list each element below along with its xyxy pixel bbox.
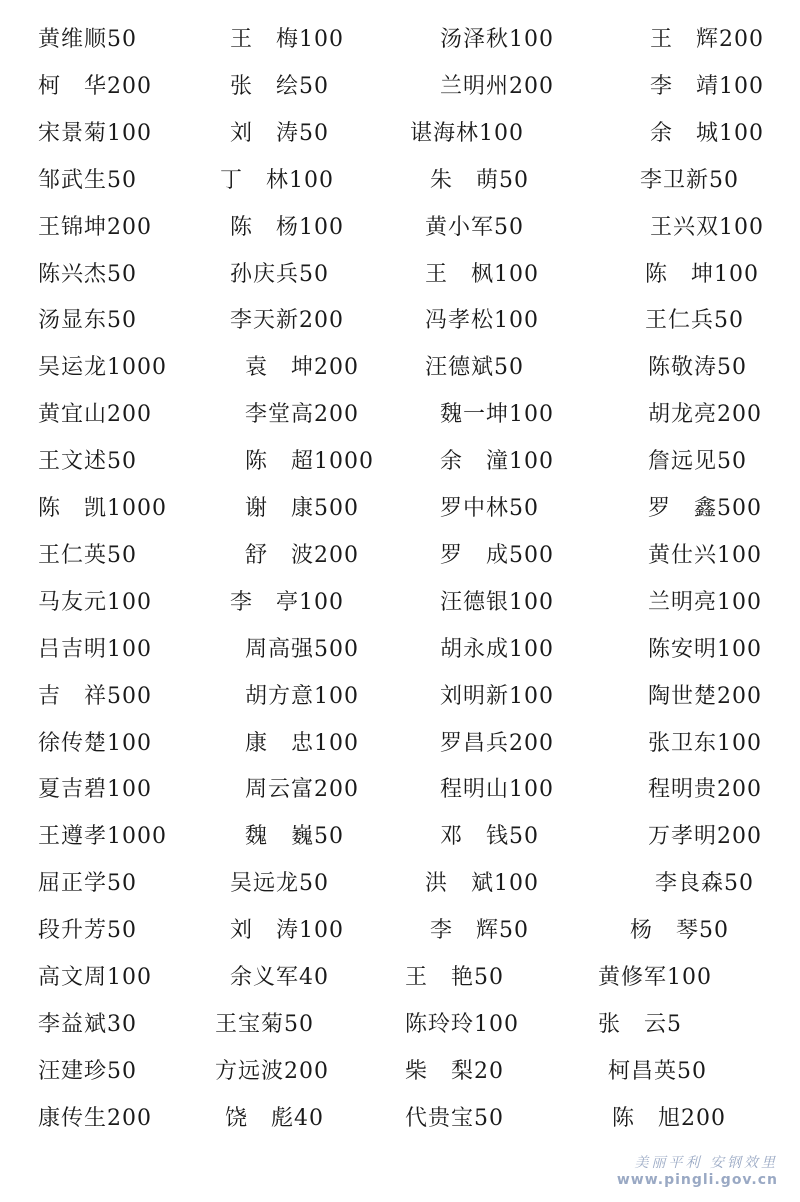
donor-entry: 余 潼100 xyxy=(440,449,554,475)
donor-entry: 柯昌英50 xyxy=(608,1058,707,1084)
donor-row xyxy=(0,677,800,717)
donor-entry: 邓 钱50 xyxy=(440,824,539,850)
donor-entry: 胡永成100 xyxy=(440,636,554,662)
donor-entry: 黄宜山200 xyxy=(38,402,152,428)
donor-row xyxy=(0,770,800,810)
donor-entry: 陈玲玲100 xyxy=(405,1011,519,1037)
donor-entry: 黄仕兴100 xyxy=(648,542,762,568)
donor-entry: 汤泽秋100 xyxy=(440,27,554,52)
donor-entry: 李 靖100 xyxy=(650,73,764,99)
donor-entry: 康 忠100 xyxy=(245,730,359,756)
donor-entry: 汪德银100 xyxy=(440,589,554,615)
donor-entry: 罗 成500 xyxy=(440,542,554,568)
donor-row xyxy=(0,864,800,904)
donor-entry: 罗中林50 xyxy=(440,496,539,521)
donor-row xyxy=(0,1005,800,1045)
donor-entry: 王遵孝1000 xyxy=(38,824,167,850)
donor-entry: 汤显东50 xyxy=(38,308,137,334)
donor-entry: 罗 鑫500 xyxy=(648,496,762,521)
donor-entry: 高文周100 xyxy=(38,965,152,990)
donor-entry: 柯 华200 xyxy=(38,73,152,99)
donor-entry: 王文述50 xyxy=(38,449,137,475)
donor-entry: 王兴双100 xyxy=(650,214,764,240)
donor-entry: 袁 坤200 xyxy=(245,355,359,381)
donor-entry: 胡方意100 xyxy=(245,683,359,709)
donor-row xyxy=(0,489,800,529)
donor-entry: 陈 超1000 xyxy=(245,449,374,475)
donor-row xyxy=(0,724,800,764)
donor-entry: 黄小军50 xyxy=(425,214,524,240)
donor-entry: 李 亭100 xyxy=(230,589,344,615)
donor-row xyxy=(0,161,800,201)
donor-entry: 程明贵200 xyxy=(648,777,762,803)
donor-entry: 李卫新50 xyxy=(640,167,739,193)
donor-entry: 洪 斌100 xyxy=(425,871,539,897)
donor-entry: 王 枫100 xyxy=(425,261,539,287)
donor-entry: 魏一坤100 xyxy=(440,402,554,428)
donor-entry: 王仁兵50 xyxy=(645,308,744,334)
donor-entry: 刘 涛100 xyxy=(230,918,344,944)
donor-entry: 陈兴杰50 xyxy=(38,261,137,287)
donor-entry: 周高强500 xyxy=(245,636,359,662)
donor-entry: 谢 康500 xyxy=(245,496,359,521)
donor-entry: 黄维顺50 xyxy=(38,27,137,52)
donor-entry: 余 城100 xyxy=(650,120,764,146)
donor-entry: 罗昌兵200 xyxy=(440,730,554,756)
donor-entry: 余义军40 xyxy=(230,965,329,990)
donor-entry: 屈正学50 xyxy=(38,871,137,897)
donor-entry: 夏吉碧100 xyxy=(38,777,152,803)
donor-row xyxy=(0,114,800,154)
donor-entry: 万孝明200 xyxy=(648,824,762,850)
donor-entry: 陈 凯1000 xyxy=(38,496,167,521)
donor-entry: 汪德斌50 xyxy=(425,355,524,381)
donor-entry: 饶 彪40 xyxy=(225,1105,324,1131)
donor-entry: 胡龙亮200 xyxy=(648,402,762,428)
donor-entry: 陈 杨100 xyxy=(230,214,344,240)
donor-entry: 孙庆兵50 xyxy=(230,261,329,287)
donor-row xyxy=(0,67,800,107)
donor-entry: 王 艳50 xyxy=(405,965,504,990)
donor-entry: 李堂高200 xyxy=(245,402,359,428)
donor-entry: 王锦坤200 xyxy=(38,214,152,240)
donor-entry: 陶世楚200 xyxy=(648,683,762,709)
donor-entry: 柴 梨20 xyxy=(405,1058,504,1084)
donor-entry: 王仁英50 xyxy=(38,542,137,568)
donor-entry: 吉 祥500 xyxy=(38,683,152,709)
donor-entry: 代贵宝50 xyxy=(405,1105,504,1131)
donor-row xyxy=(0,630,800,670)
donor-entry: 张卫东100 xyxy=(648,730,762,756)
donor-row xyxy=(0,348,800,388)
donor-entry: 李 辉50 xyxy=(430,918,529,944)
donor-entry: 王 辉200 xyxy=(650,27,764,52)
donor-row xyxy=(0,20,800,60)
donor-row xyxy=(0,583,800,623)
donor-entry: 徐传楚100 xyxy=(38,730,152,756)
donor-entry: 李益斌30 xyxy=(38,1011,137,1037)
donor-entry: 李天新200 xyxy=(230,308,344,334)
watermark-title: 美丽平利 安钢效里 xyxy=(634,1155,778,1171)
donor-entry: 方远波200 xyxy=(215,1058,329,1084)
donor-entry: 张 绘50 xyxy=(230,73,329,99)
donor-entry: 朱 萌50 xyxy=(430,167,529,193)
donor-entry: 康传生200 xyxy=(38,1105,152,1131)
donor-row xyxy=(0,442,800,482)
donor-row xyxy=(0,958,800,998)
donor-entry: 王宝菊50 xyxy=(215,1011,314,1037)
donor-entry: 汪建珍50 xyxy=(38,1058,137,1084)
donor-entry: 陈敬涛50 xyxy=(648,355,747,381)
donor-row xyxy=(0,395,800,435)
donor-entry: 兰明州200 xyxy=(440,73,554,99)
donor-entry: 陈 旭200 xyxy=(612,1105,726,1131)
donor-entry: 宋景菊100 xyxy=(38,120,152,146)
donor-row xyxy=(0,1052,800,1092)
donor-entry: 吴远龙50 xyxy=(230,871,329,897)
donor-row xyxy=(0,208,800,248)
donor-entry: 冯孝松100 xyxy=(425,308,539,334)
site-watermark xyxy=(617,1152,778,1188)
donor-row xyxy=(0,255,800,295)
donor-row xyxy=(0,536,800,576)
donor-entry: 邹武生50 xyxy=(38,167,137,193)
donor-entry: 陈 坤100 xyxy=(645,261,759,287)
donor-entry: 吴运龙1000 xyxy=(38,355,167,381)
donor-entry: 刘 涛50 xyxy=(230,120,329,146)
donor-entry: 谌海林100 xyxy=(410,120,524,146)
donor-entry: 陈安明100 xyxy=(648,636,762,662)
donor-row xyxy=(0,817,800,857)
donor-entry: 吕吉明100 xyxy=(38,636,152,662)
donor-entry: 周云富200 xyxy=(245,777,359,803)
donor-entry: 丁 林100 xyxy=(220,167,334,193)
donor-entry: 黄修军100 xyxy=(598,965,712,990)
donor-row xyxy=(0,911,800,951)
donor-entry: 兰明亮100 xyxy=(648,589,762,615)
donor-entry: 段升芳50 xyxy=(38,918,137,944)
donor-row xyxy=(0,1099,800,1139)
donor-entry: 王 梅100 xyxy=(230,27,344,52)
watermark-url: www.pingli.gov.cn xyxy=(616,1172,778,1188)
donor-entry: 张 云5 xyxy=(598,1011,682,1037)
donor-entry: 舒 波200 xyxy=(245,542,359,568)
donor-entry: 李良森50 xyxy=(655,871,754,897)
donor-entry: 刘明新100 xyxy=(440,683,554,709)
donor-entry: 魏 巍50 xyxy=(245,824,344,850)
donor-entry: 詹远见50 xyxy=(648,449,747,475)
donor-entry: 马友元100 xyxy=(38,589,152,615)
donor-row xyxy=(0,301,800,341)
donor-entry: 程明山100 xyxy=(440,777,554,803)
donor-entry: 杨 琴50 xyxy=(630,918,729,944)
